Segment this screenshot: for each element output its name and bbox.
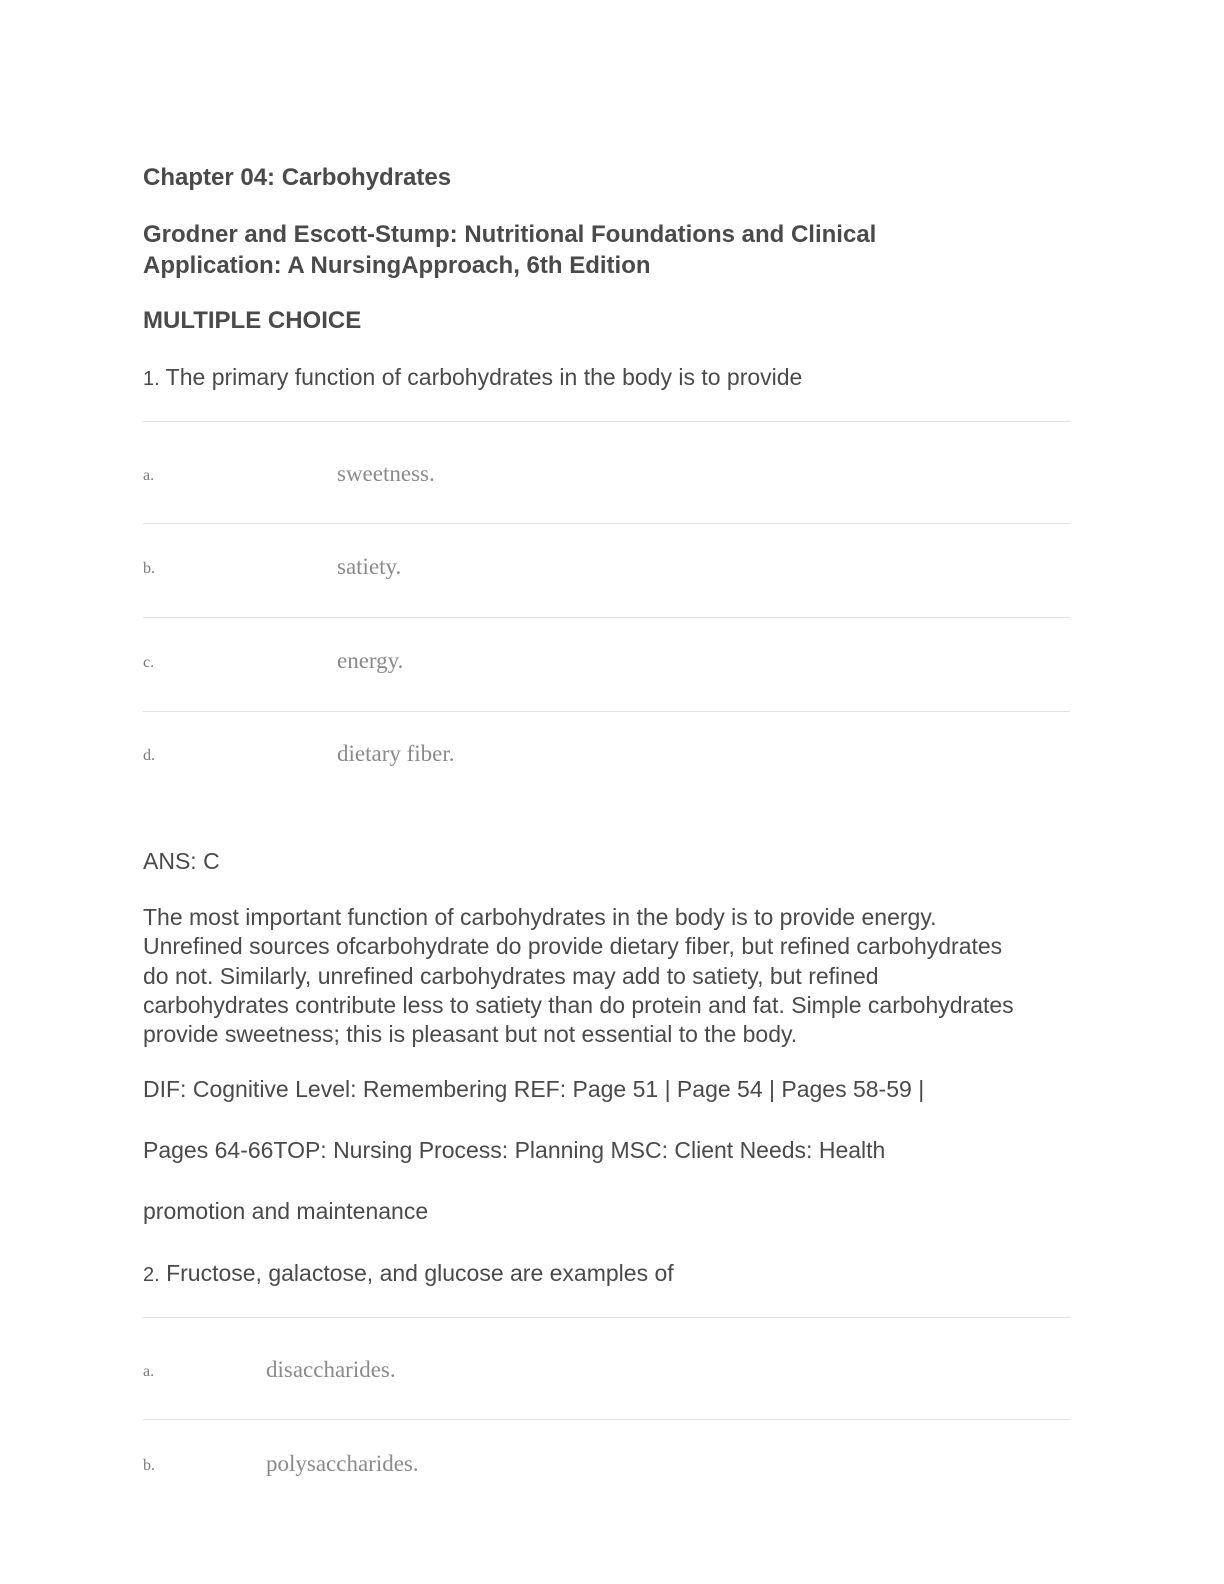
rationale: [143, 903, 1070, 1049]
question-stem: [143, 364, 802, 391]
option-divider: [143, 711, 1070, 712]
option-divider: [143, 617, 1070, 618]
book-title: [143, 219, 876, 281]
option-text: energy.: [337, 648, 404, 673]
option-divider: [143, 1419, 1070, 1420]
option-text: satiety.: [337, 554, 402, 579]
option-letter: c.: [143, 654, 155, 671]
option-letter: a.: [143, 1363, 155, 1380]
rationale-line: provide sweetness; this is pleasant but not essential to the body.: [143, 1021, 798, 1048]
question-text: Fructose, galactose, and glucose are examples of: [166, 1260, 674, 1286]
option-text: polysaccharides.: [266, 1451, 419, 1476]
option-letter: a.: [143, 467, 155, 484]
book-title-line: Application: A NursingApproach, 6th Edition: [143, 252, 651, 279]
option-text: disaccharides.: [266, 1357, 396, 1382]
option-divider: [143, 421, 1070, 422]
rationale-line: Unrefined sources ofcarbohydrate do provide dietary fiber, but refined carbohydrates: [143, 933, 1003, 960]
rationale-line: carbohydrates contribute less to satiety than do protein and fat. Simple carbohydrates: [143, 991, 1014, 1018]
option-letter: b.: [143, 560, 155, 577]
question-number: 1.: [143, 368, 160, 390]
question-text: The primary function of carbohydrates in the body is to provide: [165, 364, 803, 390]
option-letter: b.: [143, 1457, 155, 1474]
option-text: dietary fiber.: [337, 741, 455, 766]
option-divider: [143, 1317, 1070, 1318]
question-stem: [143, 1260, 674, 1287]
question-number: 2.: [143, 1264, 160, 1286]
chapter-title: Chapter 04: Carbohydrates: [143, 164, 452, 191]
book-title-line: Grodner and Escott-Stump: Nutritional Foundations and Clinical: [143, 221, 877, 248]
answer: ANS: C: [143, 848, 220, 874]
option-divider: [143, 523, 1070, 524]
metadata-line: promotion and maintenance: [143, 1198, 429, 1224]
section-title: MULTIPLE CHOICE: [143, 307, 362, 334]
rationale-line: The most important function of carbohydrates in the body is to provide energy.: [143, 904, 937, 930]
rationale-line: do not. Similarly, unrefined carbohydrates may add to satiety, but refined: [143, 962, 879, 989]
metadata-line: Pages 64-66TOP: Nursing Process: Planning MSC: Client Needs: Health: [143, 1137, 886, 1163]
option-text: sweetness.: [337, 461, 435, 486]
metadata-line: DIF: Cognitive Level: Remembering REF: Page 51 | Page 54 | Pages 58-59 |: [143, 1076, 925, 1102]
option-letter: d.: [143, 747, 155, 764]
document-page: [143, 0, 1070, 1584]
